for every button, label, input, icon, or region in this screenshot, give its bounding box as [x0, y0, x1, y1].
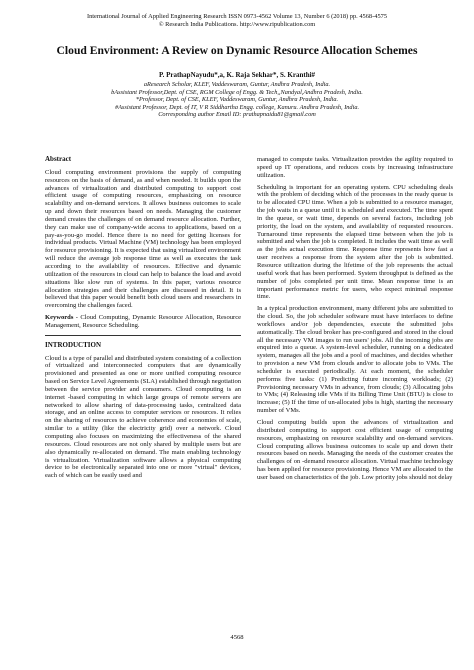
corresponding-author: Corresponding author Email ID: prathapnaidu81@gmail.com — [158, 111, 316, 119]
paper-title: Cloud Environment: A Review on Dynamic Resource Allocation Schemes — [56, 44, 418, 57]
abstract-text: Cloud computing environment provisions the supply of computing resources on the basis of demand, as and when needed. It builds upon the advances of virtualization and distributed computing to support cost efficient usage of computing resources, emphasizing on resource scalability and on-demand services. It allows business outcomes to scale up and down their resources based on needs. Managing the customer demand creates the challenges of on demand resource allocation. Further, they can make use of company-wide access to applications, based on a pay-as-you-go model. Hence there is no need for getting licenses for individual products. Virtual Machine (VM) technology has been employed for resource provisioning. It is expected that using virtualized environment will reduce the average job response time as well as executes the task according to the availability of resources. Effective and dynamic utilization of the resources in cloud can help to balance the load and avoid situations like slow run of systems. In this paper, various resource allocation strategies and their challenges are discussed in detail. It is believed that this paper would benefit both cloud users and researchers in overcoming the challenges faced. — [45, 168, 241, 310]
keywords-label: Keywords — [45, 314, 74, 322]
right-paragraph-2: Scheduling is important for an operating system. CPU scheduling deals with the problem of deciding which of the processes in the ready queue is to be allocated CPU time. When a job is submitted to a resource manager, the job waits in a queue until it is scheduled and executed. The time spent in the queue, or wait time, depends on several factors, including job priority, the load on the system, and availability of requested resources. Turnaround time represents the elapsed time between when the job is submitted and when the job is completed. It includes the wait time as well as the jobs actual execution time. Response time represents how fast a user receives a response from the system after the job is submitted. Resource utilization during the lifetime of the job represents the actual useful work that has been performed. System throughput is defined as the number of jobs completed per unit time. Mean response time is an important performance metric for users, who expect minimal response time. — [257, 183, 453, 301]
journal-header — [0, 13, 474, 29]
section-divider — [45, 335, 241, 336]
right-paragraph-4: Cloud computing builds upon the advances of virtualization and distributed computing to support cost efficient usage of computing resources, emphasizing on resource scalability and on-demand services. Cloud computing allows business outcomes to scale up and down their resources based on needs. Managing the needs of the customer creates the challenges of on -demand resource allocation. Virtual machine technology has been applied for resource provisioning. Hence VM are allocated to the user based on characteristics of the job. Low priority jobs should not delay — [257, 419, 453, 481]
right-paragraph-1: managed to compute tasks. Virtualization provides the agility required to speed up IT operations, and reduces costs by increasing infrastructure utilization. — [257, 156, 453, 179]
keywords — [45, 314, 241, 330]
right-paragraph-3: In a typical production environment, many different jobs are submitted to the cloud. So, the job scheduler software must have interfaces to define workflows and/or job dependencies, execute the submitted jobs automatically. The cloud broker has pre-configured and stored in the cloud all the necessary VM images to run users' jobs. All the incoming jobs are enquired into a queue. A system-level scheduler, running on a dedicated system, manages all the jobs and a pool of machines, and decides whether to provision a new VM from clouds and/or to allocate jobs to VMs. The scheduler is executed periodically. At each moment, the scheduler performs five tasks: (1) Predicting future incoming workloads; (2) Provisioning necessary VMs in advance, from clouds; (3) Allocating jobs to VMs; (4) Releasing idle VMs if its Billing Time Unit (BTU) is close to increase; (5) If the time of un-allocated jobs is high, starting the necessary number of VMs. — [257, 305, 453, 415]
journal-line: International Journal of Applied Engineering Research ISSN 0973-4562 Volume 13, Number 6 (2018) pp. 4568-4575 — [86, 13, 388, 20]
affiliation-star: *Professor, Dept. of CSE, KLEF, Vaddeswaram, Guntur, Andhra Pradesh, India. — [135, 96, 339, 104]
affiliation-a: aResearch Scholar, KLEF, Vaddeswaram, Guntur, Andhra Pradesh, India. — [143, 81, 331, 88]
affiliation-b: bAssistant Professor,Dept. of CSE, RGM College of Engg. & Tech,,Nandyal,Andhra Pradesh, India. — [111, 88, 363, 96]
affiliation-hash: #Assistant Professor, Dept. of IT, V R Siddhartha Engg. college, Kanuru. Andhra Pradesh, India. — [114, 103, 360, 111]
introduction-text: Cloud is a type of parallel and distributed system consisting of a collection of virtualized and interconnected computers that are dynamically provisioned and presented as one or more unified computing resource based on Service Level Agreements (SLA) established through negotiation between the service provider and consumers. Cloud computing is an internet -based computing in which large groups of remote servers are networked to allow sharing of data-processing tasks, centralized data storage, and an online access to computer services or resources. It relies on the sharing of resources to achieve coherence and economies of scale, similar to a utility (like the electricity grid) over a network. Cloud computing also focuses on maximizing the effectiveness of the shared resources. Cloud resources are not only shared by multiple users but are also dynamically re-allocated on demand. The main enabling technology is virtualization. Virtualization software allows a physical computing device to be electronically separated into one or more "virtual" devices, each of which can be easily used and — [45, 354, 241, 480]
affiliations — [0, 81, 474, 119]
abstract-heading: Abstract — [45, 155, 72, 163]
keywords-text: - Cloud Computing, Dynamic Resource Allocation, Resource Management, Resource Scheduling. — [45, 314, 241, 329]
page-number: 4568 — [230, 634, 244, 641]
left-column — [45, 156, 241, 484]
publisher-line: © Research India Publications. http://www.ripublication.com — [158, 21, 316, 28]
introduction-heading: INTRODUCTION — [45, 340, 102, 349]
author-list: P. PrathapNayudu*,a, K. Raja Sekhar*, S. Kranthi# — [158, 71, 316, 79]
right-column — [257, 156, 453, 486]
